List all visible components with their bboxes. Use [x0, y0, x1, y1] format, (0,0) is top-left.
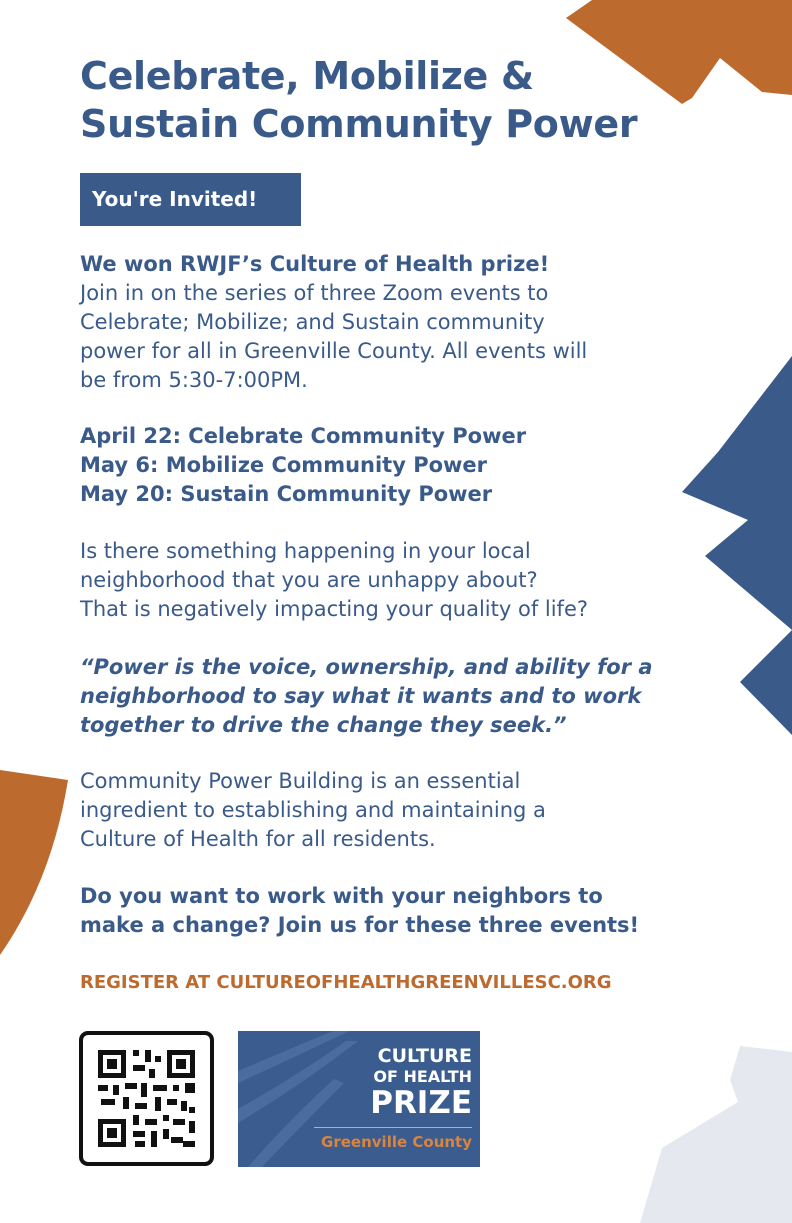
register-link[interactable] [80, 970, 720, 996]
event-schedule [80, 422, 720, 509]
culture-of-health-prize-logo [238, 1031, 480, 1167]
qr-code[interactable] [79, 1031, 214, 1166]
intro-line: be from 5:30-7:00PM. [80, 368, 308, 392]
intro-line: Join in on the series of three Zoom events to [80, 281, 549, 305]
essential-line: Culture of Health for all residents. [80, 827, 436, 851]
prize-county: Greenville County [321, 1133, 472, 1151]
cta-line: make a change? Join us for these three events! [80, 913, 640, 937]
intro-line: power for all in Greenville County. All events will [80, 339, 588, 363]
light-shape-bottom-right [640, 1046, 792, 1223]
essential-line: ingredient to establishing and maintaining a [80, 798, 546, 822]
event-item: May 6: Mobilize Community Power [80, 453, 488, 477]
orange-shape-left [0, 770, 68, 955]
cta-line: Do you want to work with your neighbors to [80, 884, 603, 908]
prize-divider [314, 1127, 472, 1128]
question-line: Is there something happening in your local [80, 539, 531, 563]
invited-badge [80, 173, 301, 226]
prize-line-1: CULTURE [377, 1045, 472, 1067]
page-title [80, 52, 760, 148]
quote-line: together to drive the change they seek.” [80, 713, 567, 737]
prize-announcement: We won RWJF’s Culture of Health prize! [80, 252, 550, 276]
call-to-action [80, 882, 720, 940]
badge-label: You're Invited! [92, 187, 258, 211]
title-line-2: Sustain Community Power [80, 102, 638, 146]
title-line-1: Celebrate, Mobilize & [80, 54, 534, 98]
prize-line-2: OF HEALTH [373, 1067, 472, 1086]
question-paragraph [80, 537, 720, 624]
essential-line: Community Power Building is an essential [80, 769, 521, 793]
question-line: That is negatively impacting your quality of life? [80, 597, 589, 621]
qr-code-icon [83, 1035, 210, 1162]
event-item: May 20: Sustain Community Power [80, 482, 493, 506]
prize-line-3: PRIZE [370, 1085, 472, 1121]
question-line: neighborhood that you are unhappy about? [80, 568, 538, 592]
intro-line: Celebrate; Mobilize; and Sustain community [80, 310, 545, 334]
power-quote [80, 653, 720, 740]
essential-paragraph [80, 767, 720, 854]
quote-line: neighborhood to say what it wants and to work [80, 684, 642, 708]
intro-paragraph [80, 250, 720, 395]
event-item: April 22: Celebrate Community Power [80, 424, 527, 448]
register-text: REGISTER AT CULTUREOFHEALTHGREENVILLESC.ORG [80, 972, 612, 993]
quote-line: “Power is the voice, ownership, and ability for a [80, 655, 653, 679]
